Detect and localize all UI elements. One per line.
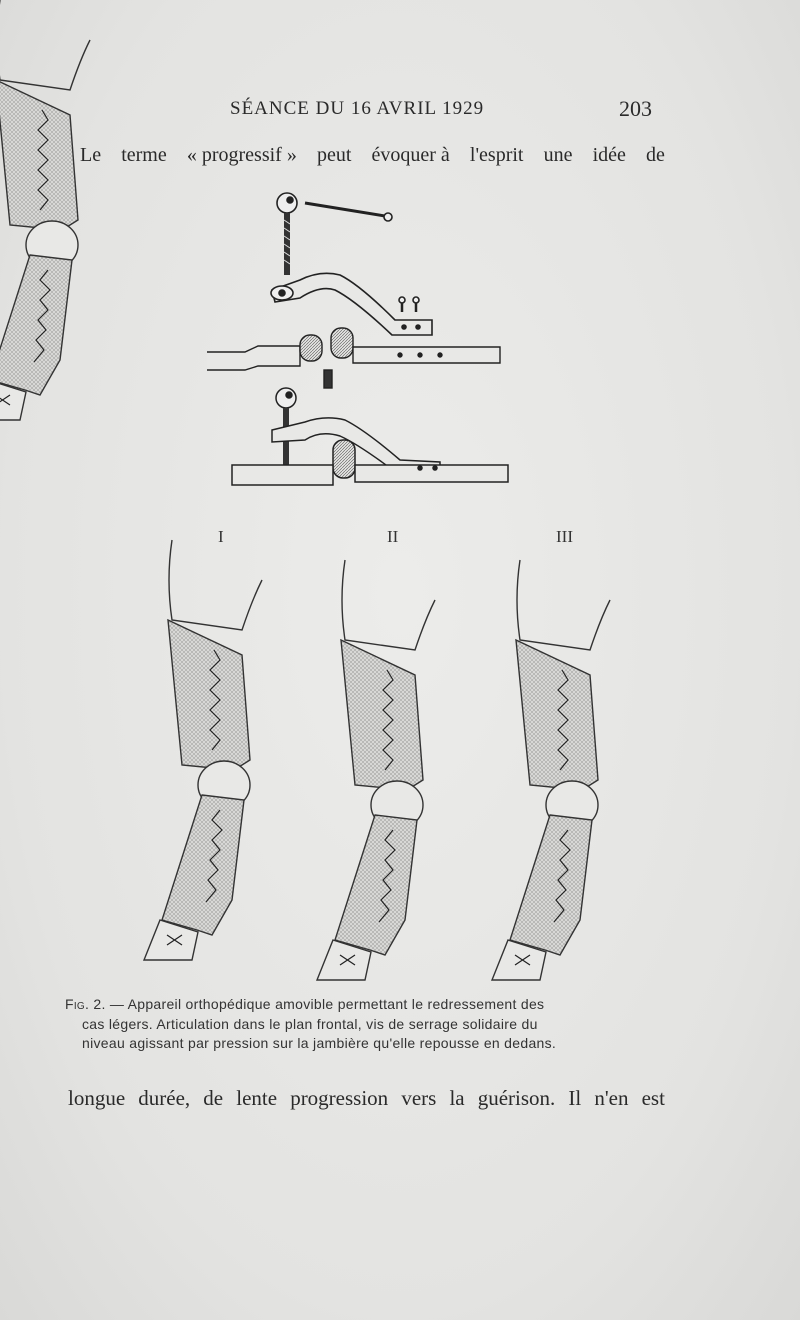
- caption-line-1: [65, 995, 657, 1015]
- leg-label-2: II: [387, 527, 399, 546]
- word: idée: [592, 144, 626, 166]
- word: une: [543, 144, 573, 166]
- word: terme: [121, 144, 167, 166]
- word: lente: [236, 1086, 278, 1110]
- leg-label-3: III: [556, 527, 573, 546]
- body-text-line-bottom: [68, 1086, 665, 1111]
- leg-drawing-1: [144, 540, 262, 960]
- word: Le: [80, 144, 102, 166]
- word: longue: [68, 1086, 126, 1110]
- word: Il: [568, 1086, 582, 1110]
- orthopedic-leg-drawing: [0, 0, 90, 420]
- word: durée,: [138, 1086, 191, 1110]
- word: l'esprit: [469, 144, 524, 166]
- word: vers: [401, 1086, 437, 1110]
- leg-label-1: I: [218, 527, 224, 546]
- running-title: SÉANCE DU 16 AVRIL 1929: [230, 98, 485, 119]
- word: « progressif »: [186, 144, 297, 166]
- caption-line-2: cas légers. Articulation dans le plan frontal, vis de serrage solidaire du: [82, 1015, 538, 1032]
- page-number: 203: [619, 96, 652, 121]
- caption-line-3: niveau agissant par pression sur la jambière qu'elle repousse en dedans.: [82, 1035, 557, 1051]
- word: peut: [316, 144, 352, 166]
- figure-caption: [65, 995, 657, 1054]
- word: évoquer à: [371, 144, 450, 166]
- figure-label: Fig. 2.: [65, 996, 106, 1012]
- word: de: [646, 144, 665, 166]
- assembled-mechanism-drawing: [232, 388, 508, 485]
- hinge-bars-drawing: [207, 328, 500, 388]
- leg-drawing-2: [317, 560, 435, 980]
- word: la: [449, 1086, 465, 1110]
- word: n'en: [594, 1086, 629, 1110]
- word: progression: [290, 1086, 389, 1110]
- caption-text: — Appareil orthopédique amovible permettant le redressement des: [109, 996, 545, 1012]
- word: guérison.: [477, 1086, 556, 1110]
- word: est: [641, 1086, 665, 1110]
- word: de: [203, 1086, 224, 1110]
- screw-top-drawing: [271, 193, 432, 335]
- leg-drawing-3: [492, 560, 610, 980]
